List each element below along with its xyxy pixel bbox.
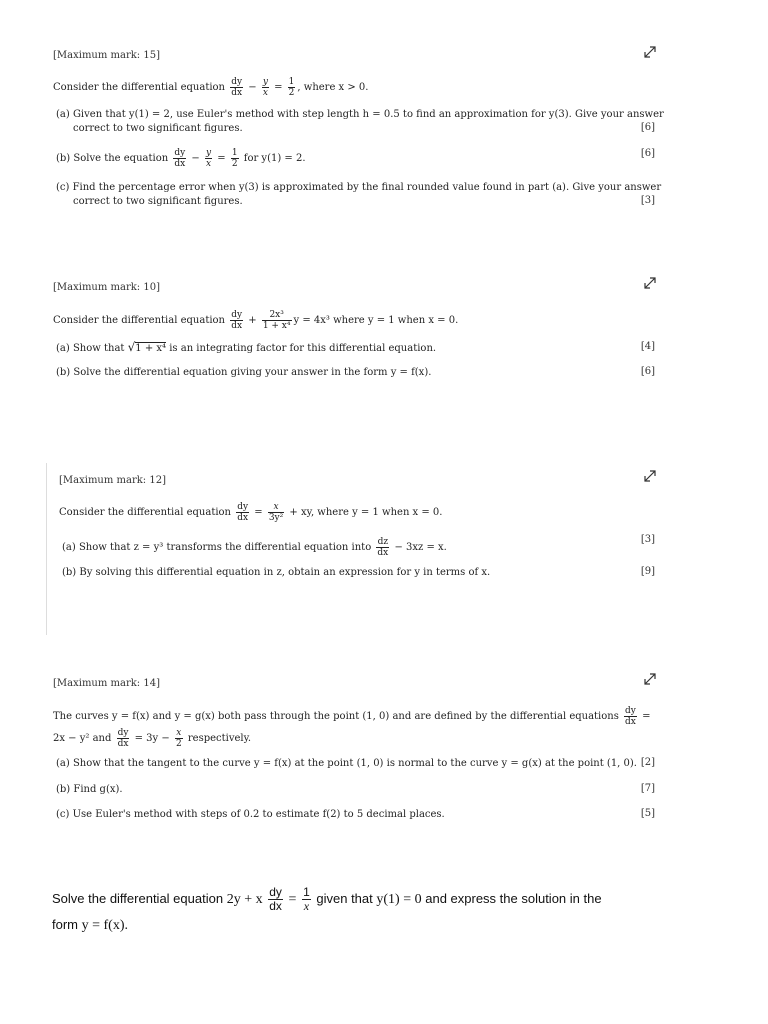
part-a-marks: [2] [640,757,655,768]
max-mark: [Maximum mark: 14] [53,678,160,689]
expand-arrows-icon[interactable] [643,45,657,59]
part-a-marks: [6] [640,122,655,133]
part-c-line2: correct to two significant figures. [73,196,243,207]
fraction: $\frac{dy}{dx}$ [237,502,249,523]
fraction: $\frac{y}{x}$ [262,77,268,98]
fraction: $\frac{dy}{dx}$ [174,148,186,169]
question-intro-line1: The curves y = f(x) and y = g(x) both pass through the point (1, 0) and are defined by the differential equations $\frac{dy}{dx}$ = [53,706,651,727]
part-b: (b) By solving this differential equation in z, obtain an expression for y in terms of x. [62,567,491,578]
part-b-marks: [6] [640,148,655,159]
final-question-line1: Solve the differential equation 2y + x $\frac{dy}{dx}$ = $\frac{1}{x}$ given that y(1) = 0 and express the solution in the [52,885,602,913]
part-a-marks: [4] [640,341,655,352]
part-b: (b) Solve the differential equation giving your answer in the form y = f(x). [56,367,432,378]
question-intro-line2: 2x − y² and $\frac{dy}{dx}$ = 3y − $\frac{x}{2}$ respectively. [53,728,252,749]
fraction: $\frac{1}{x}$ [303,885,310,913]
part-a-marks: [3] [640,534,655,545]
part-a-line1: (a) Given that y(1) = 2, use Euler's method with step length h = 0.5 to find an approximation for y(3). Give your answer [56,109,664,120]
part-c-marks: [3] [640,195,655,206]
part-b-marks: [7] [640,783,655,794]
part-a: (a) Show that the tangent to the curve y = f(x) at the point (1, 0) is normal to the curve y = g(x) at the point (1, 0). [56,758,637,769]
final-question-line2: form y = f(x). [52,917,129,933]
question-intro: Consider the differential equation $\frac{dy}{dx}$ − $\frac{y}{x}$ = $\frac{1}{2}$ , where x > 0. [53,77,369,98]
part-b-marks: [6] [640,366,655,377]
question-intro: Consider the differential equation $\frac{dy}{dx}$ + $\frac{\text{2x³}}{\text{1 + x⁴}}$ y = 4x³ where y = 1 when x = 0. [53,310,459,331]
question-intro: Consider the differential equation $\frac{dy}{dx}$ = $\frac{x}{\text{3y²}}$ + xy, where y = 1 when x = 0. [59,502,443,523]
max-mark: [Maximum mark: 10] [53,282,160,293]
fraction: $\frac{dz}{dx}$ [377,537,389,558]
part-a-line2: correct to two significant figures. [73,123,243,134]
expand-arrows-icon[interactable] [643,672,657,686]
part-c: (c) Use Euler's method with steps of 0.2 to estimate f(2) to 5 decimal places. [56,809,445,820]
part-c-line1: (c) Find the percentage error when y(3) is approximated by the final rounded value found in part (a). Give your answer [56,182,662,193]
fraction: $\frac{dy}{dx}$ [117,728,129,749]
fraction: $\frac{dy}{dx}$ [269,885,282,913]
part-b-marks: [9] [640,566,655,577]
fraction: $\frac{dy}{dx}$ [231,77,243,98]
part-c-marks: [5] [640,808,655,819]
fraction: $\frac{1}{2}$ [231,148,238,169]
max-mark: [Maximum mark: 15] [53,50,160,61]
fraction: $\frac{1}{2}$ [288,77,295,98]
fraction: $\frac{x}{\text{3y²}}$ [268,502,284,523]
fraction: $\frac{\text{2x³}}{\text{1 + x⁴}}$ [262,310,291,331]
part-a: (a) Show that z = y³ transforms the differential equation into $\frac{dz}{dx}$ − 3xz = x. [62,537,447,558]
fraction: $\frac{x}{2}$ [175,728,182,749]
expand-arrows-icon[interactable] [643,276,657,290]
part-a: (a) Show that √1 + x⁴ is an integrating factor for this differential equation. [56,340,437,354]
part-b: (b) Find g(x). [56,784,123,795]
expand-arrows-icon[interactable] [643,469,657,483]
question-3-border [46,463,47,635]
fraction: $\frac{dy}{dx}$ [231,310,243,331]
max-mark: [Maximum mark: 12] [59,475,166,486]
fraction: $\frac{dy}{dx}$ [625,706,636,727]
fraction: $\frac{y}{x}$ [205,148,212,169]
part-b: (b) Solve the equation $\frac{dy}{dx}$ − $\frac{y}{x}$ = $\frac{1}{2}$ for y(1) = 2. [56,148,306,169]
